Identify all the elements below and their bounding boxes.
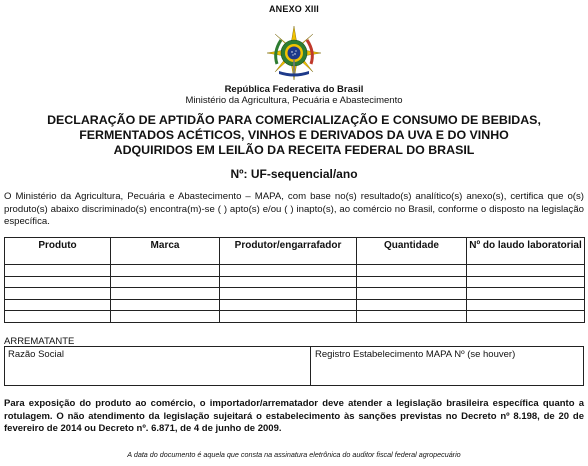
table-row (5, 265, 585, 277)
col-header-quantidade: Quantidade (357, 238, 467, 265)
document-title (20, 113, 568, 158)
table-row (5, 299, 585, 311)
table-cell[interactable] (357, 311, 467, 323)
table-cell[interactable] (5, 288, 111, 300)
table-cell[interactable] (220, 299, 357, 311)
table-row (5, 288, 585, 300)
table-cell[interactable] (5, 265, 111, 277)
title-line-3: ADQUIRIDOS EM LEILÃO DA RECEITA FEDERAL DO BRASIL (113, 143, 475, 157)
col-header-produto: Produto (5, 238, 111, 265)
annex-label: ANEXO XIII (268, 4, 319, 14)
table-cell[interactable] (467, 288, 585, 300)
table-cell[interactable] (467, 299, 585, 311)
intro-paragraph: O Ministério da Agricultura, Pecuária e Abastecimento – MAPA, com base no(s) resultado(s) analítico(s) anexo(s), certifica que o(s) produto(s) abaixo discriminado(s) encontra(m)-se ( ) apto(s) e/ou ( ) inapto(s), ao comércio no Brasil, conforme o disposto na legislação específica. (4, 191, 584, 227)
table-cell[interactable] (220, 265, 357, 277)
table-cell[interactable] (111, 299, 220, 311)
table-cell[interactable] (5, 299, 111, 311)
products-table (4, 237, 585, 323)
republic-name: República Federativa do Brasil (224, 84, 364, 95)
table-cell[interactable] (220, 288, 357, 300)
table-header-row (5, 238, 585, 265)
col-header-produtor: Produtor/engarrafador (220, 238, 357, 265)
table-cell[interactable] (467, 311, 585, 323)
document-number: Nº: UF-sequencial/ano (230, 167, 358, 181)
brazil-coat-of-arms-icon (265, 24, 323, 82)
table-cell[interactable] (357, 276, 467, 288)
table-cell[interactable] (467, 265, 585, 277)
title-line-2: FERMENTADOS ACÉTICOS, VINHOS E DERIVADOS DA UVA E DO VINHO (79, 128, 509, 142)
table-row (5, 276, 585, 288)
razao-social-field[interactable]: Razão Social (8, 349, 64, 360)
table-cell[interactable] (467, 276, 585, 288)
legal-notice: Para exposição do produto ao comércio, o importador/arrematador deve atender a legislação brasileira específica quanto a rotulagem. O não atendimento da legislação sujeitará o estabelecimento às sanções previstas no Decreto nº 8.198, de 20 de fevereiro de 2014 ou Decreto nº. 6.871, de 4 de junho de 2009. (4, 398, 584, 434)
arrematante-label: ARREMATANTE (4, 336, 75, 347)
table-cell[interactable] (5, 311, 111, 323)
table-cell[interactable] (357, 299, 467, 311)
registro-mapa-field[interactable]: Registro Estabelecimento MAPA Nº (se houver) (315, 349, 516, 360)
table-cell[interactable] (111, 311, 220, 323)
table-cell[interactable] (220, 276, 357, 288)
table-cell[interactable] (111, 288, 220, 300)
title-line-1: DECLARAÇÃO DE APTIDÃO PARA COMERCIALIZAÇÃO E CONSUMO DE BEBIDAS, (47, 113, 541, 127)
table-row (5, 311, 585, 323)
col-header-marca: Marca (111, 238, 220, 265)
footer-note: A data do documento é aquela que consta na assinatura eletrônica do auditor fiscal federal agropecuário (127, 450, 461, 459)
table-cell[interactable] (220, 311, 357, 323)
table-cell[interactable] (111, 276, 220, 288)
col-header-laudo: Nº do laudo laboratorial (467, 238, 585, 265)
table-cell[interactable] (357, 265, 467, 277)
ministry-name: Ministério da Agricultura, Pecuária e Abastecimento (185, 95, 403, 106)
table-cell[interactable] (111, 265, 220, 277)
table-cell[interactable] (5, 276, 111, 288)
field-divider (310, 347, 311, 385)
arrematante-box (4, 346, 584, 386)
table-cell[interactable] (357, 288, 467, 300)
